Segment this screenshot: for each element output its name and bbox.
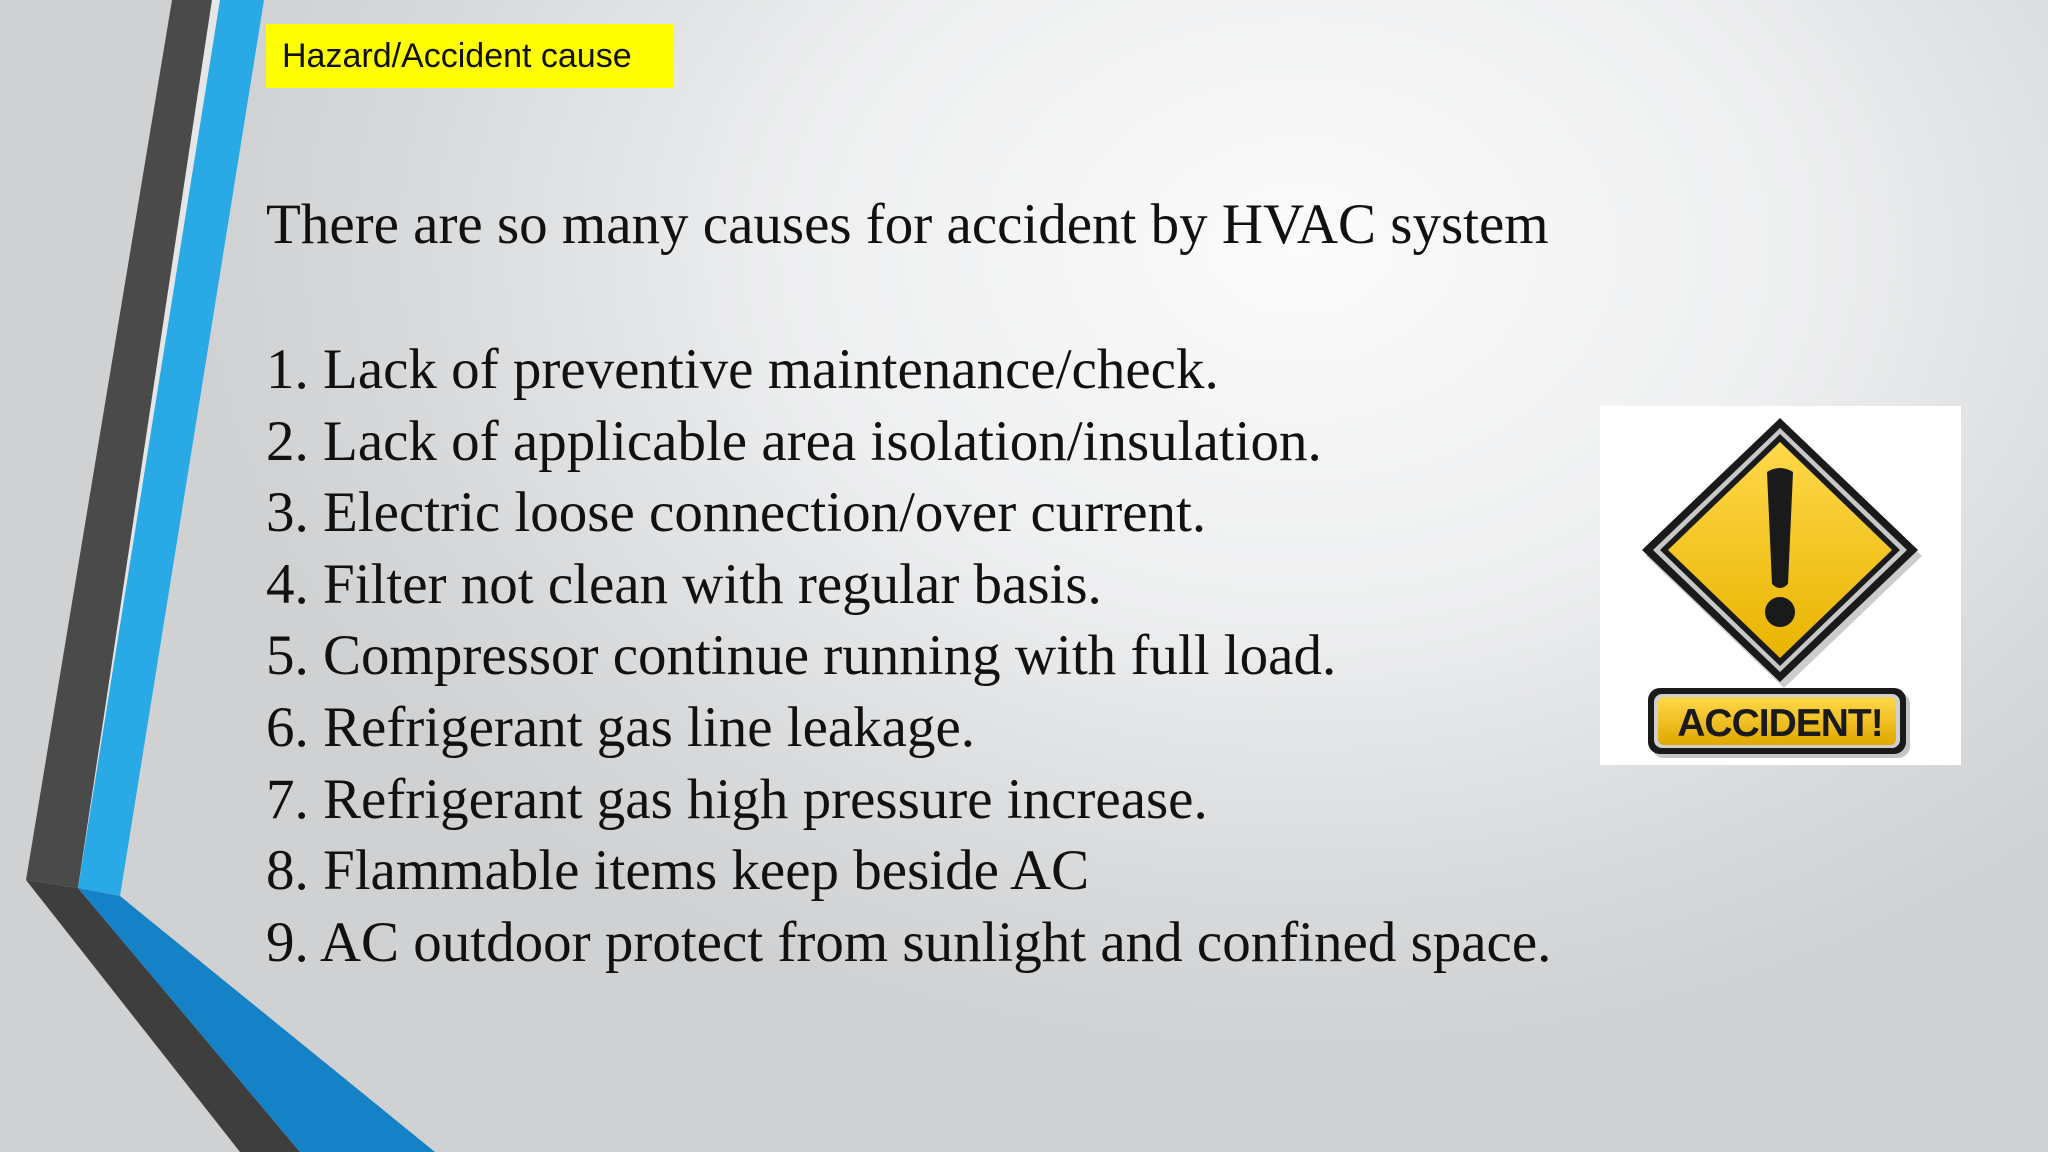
cause-item: 9. AC outdoor protect from sunlight and confined space.: [266, 910, 1552, 974]
cause-item: 8. Flammable items keep beside AC: [266, 839, 1090, 903]
cause-item: 2. Lack of applicable area isolation/insulation.: [266, 409, 1322, 473]
sign-label: ACCIDENT!: [1677, 702, 1883, 745]
intro-text: There are so many causes for accident by HVAC system: [266, 193, 1549, 256]
cause-item: 7. Refrigerant gas high pressure increase.: [266, 767, 1208, 831]
cause-item: 3. Electric loose connection/over current.: [266, 481, 1207, 545]
accident-sign: [1600, 406, 1961, 765]
section-tag: Hazard/Accident cause: [266, 24, 674, 88]
cause-item: 6. Refrigerant gas line leakage.: [266, 695, 976, 759]
cause-item: 1. Lack of preventive maintenance/check.: [266, 338, 1219, 401]
cause-item: 4. Filter not clean with regular basis.: [266, 552, 1102, 616]
cause-item: 5. Compressor continue running with full load.: [266, 624, 1337, 688]
causes-list: [266, 334, 1551, 978]
